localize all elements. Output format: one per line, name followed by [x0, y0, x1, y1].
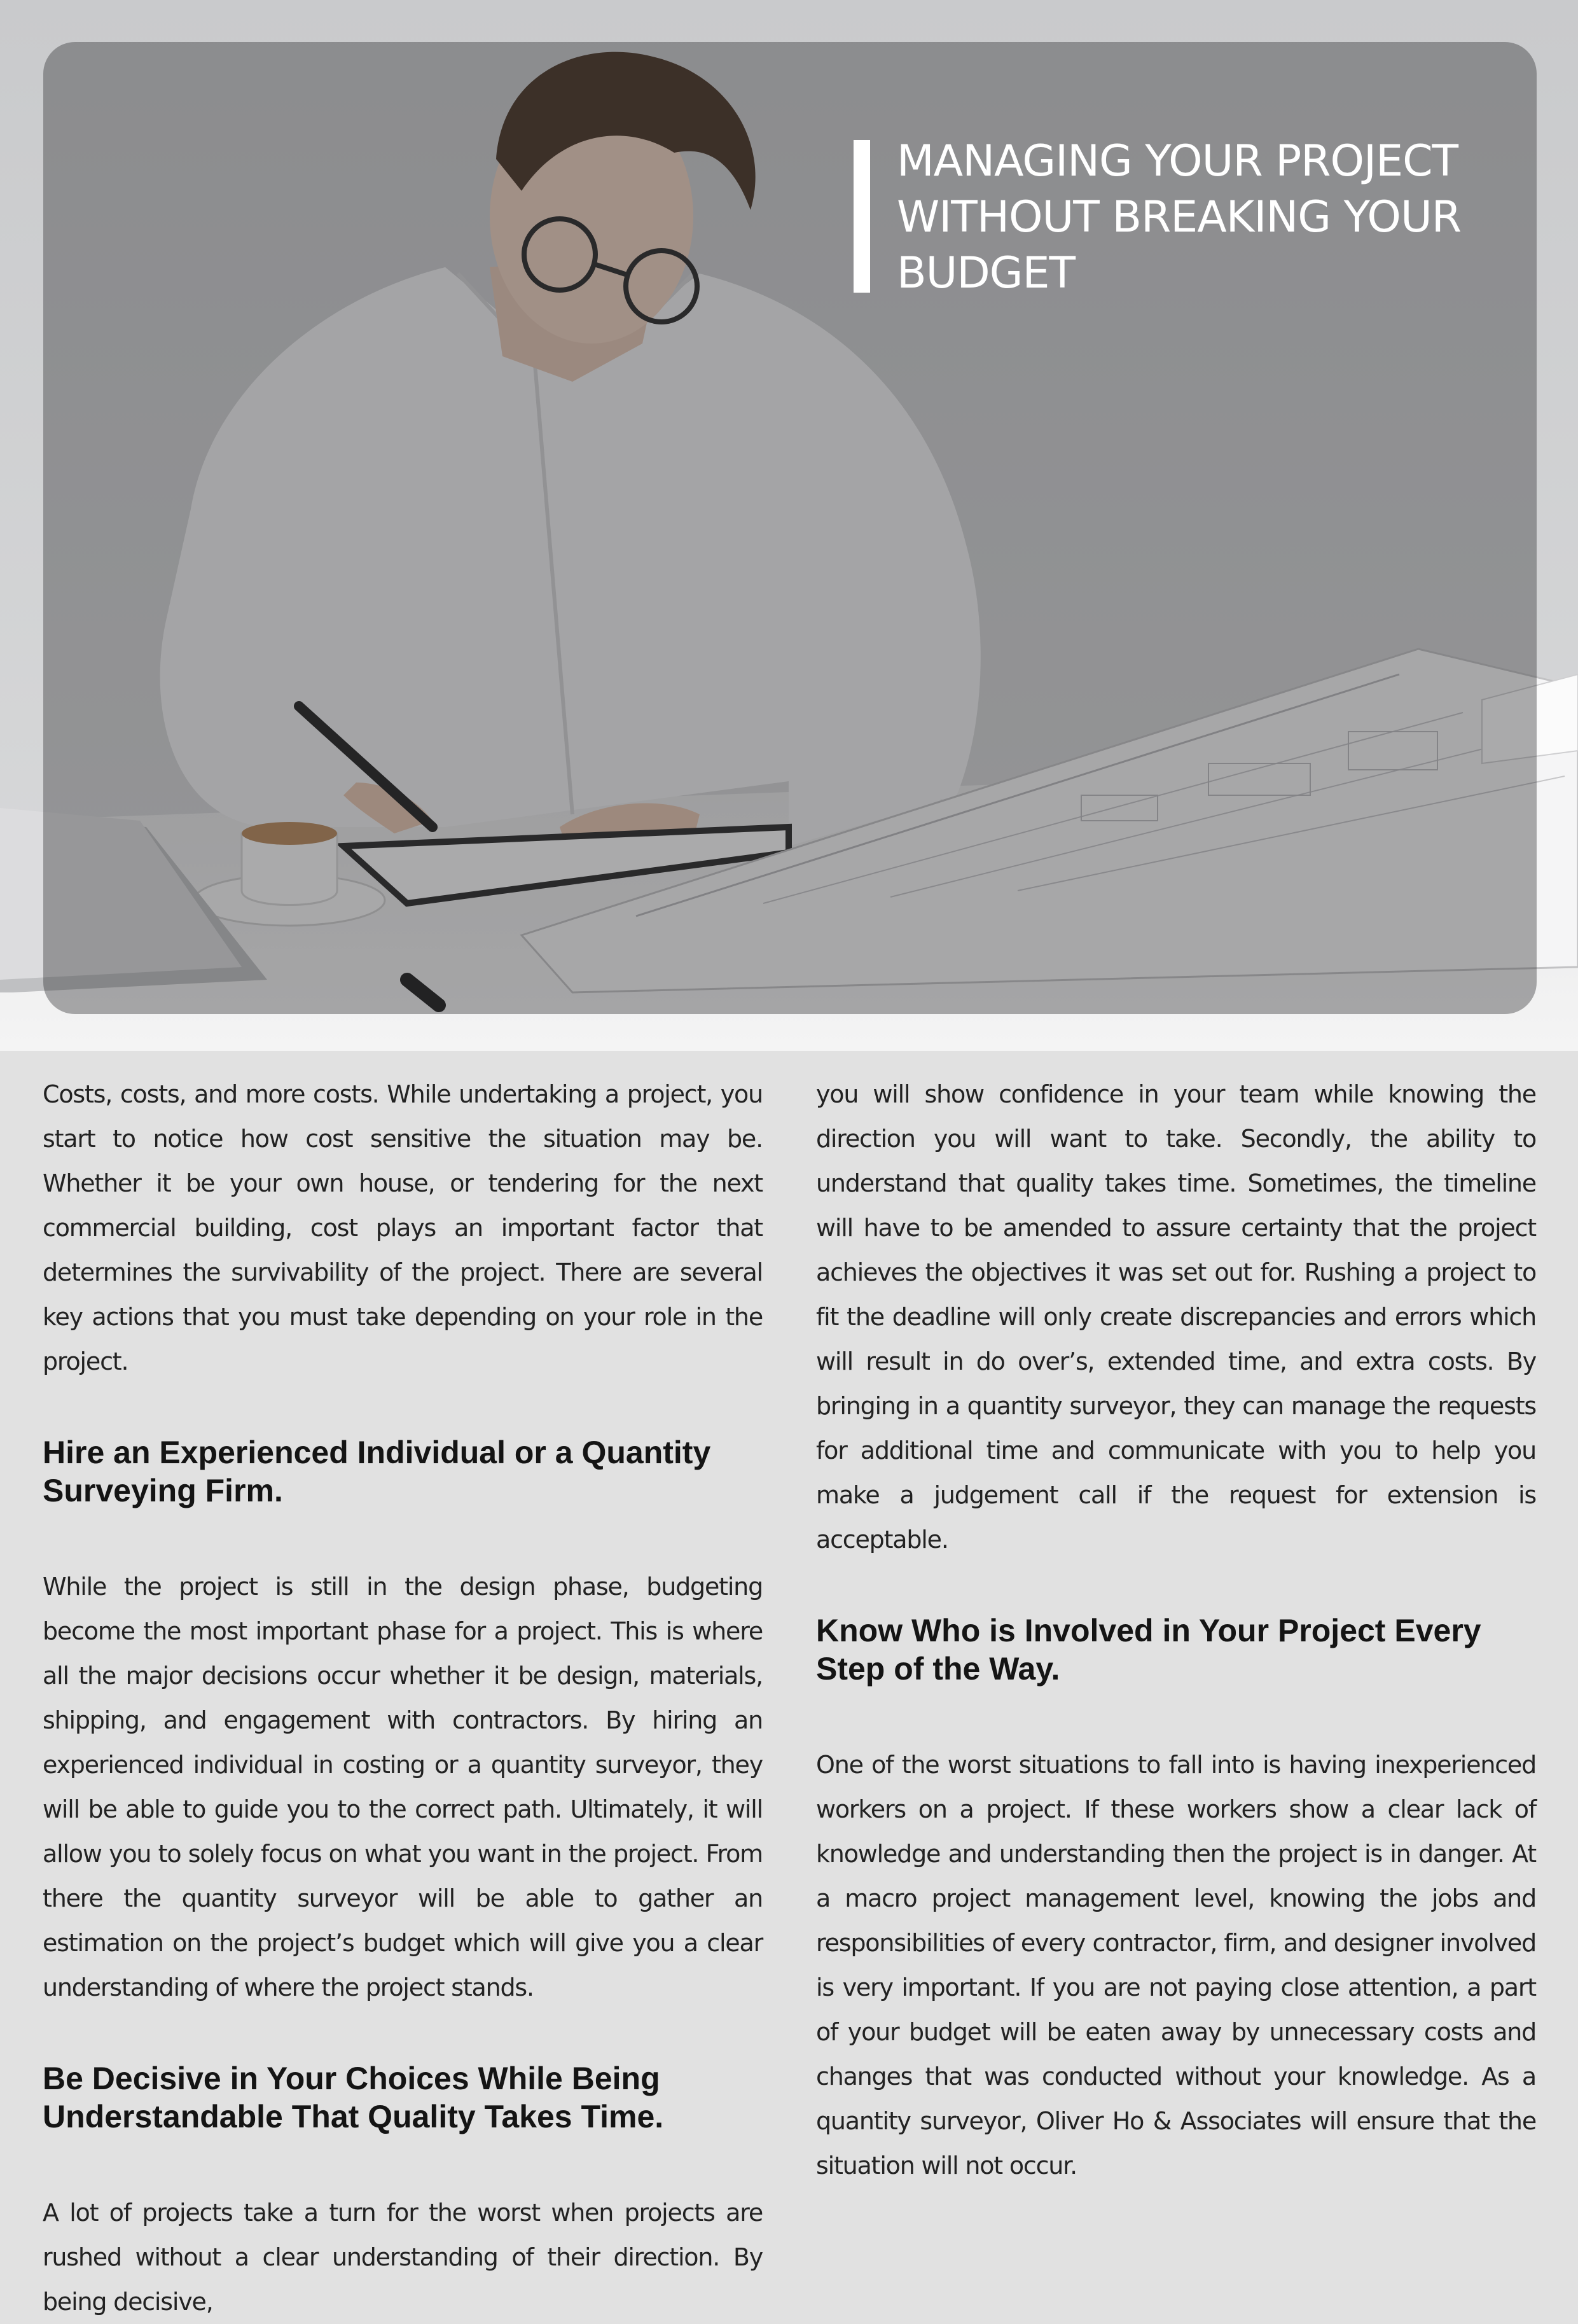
title-line: WITHOUT BREAKING YOUR	[897, 192, 1461, 242]
title-accent-bar	[854, 140, 870, 293]
intro-paragraph: Costs, costs, and more costs. While undertaking a project, you start to notice how cost sensitive the situation may be. Whether it be your own house, or tendering for the next commercial building, cost plays an important factor that determines the survivability of the project. There are several key actions that you must take depending on your role in the project.	[43, 1080, 763, 1375]
page-title	[897, 134, 1533, 302]
section-body-decisive-start: A lot of projects take a turn for the worst when projects are rushed without a clear understanding of their direction. By being decisive,	[43, 2199, 763, 2316]
section-body-decisive-continued: you will show confidence in your team while knowing the direction you will want to take. Secondly, the ability to understand that quality takes time. Sometimes, the timeline will have to be amended to assure certainty that the project achieves the objectives it was set out for. Rushing a project to fit the deadline will only create discrepancies and errors which will result in do over’s, extended time, and extra costs. By bringing in a quantity surveyor, they can manage the requests for additional time and communicate with you to help you make a judgement call if the request for extension is acceptable.	[816, 1080, 1536, 1554]
section-heading-involved: Know Who is Involved in Your Project Every Step of the Way.	[816, 1613, 1481, 1687]
title-line: BUDGET	[897, 248, 1075, 298]
hero-banner	[0, 0, 1578, 1051]
section-heading-hire: Hire an Experienced Individual or a Quantity Surveying Firm.	[43, 1435, 711, 1508]
title-line: MANAGING YOUR PROJECT	[897, 136, 1458, 186]
left-column	[43, 1072, 763, 2324]
section-body-involved: One of the worst situations to fall into is having inexperienced workers on a project. If these workers show a clear lack of knowledge and understanding then the project is in danger. At a macro project management level, knowing the jobs and responsibilities of every contractor, firm, and designer involved is very important. If you are not paying close attention, a part of your budget will be eaten away by unnecessary costs and changes that was conducted without your knowledge. As a quantity surveyor, Oliver Ho & Associates will ensure that the situation will not occur.	[816, 1751, 1536, 2180]
section-heading-decisive: Be Decisive in Your Choices While Being Understandable That Quality Takes Time.	[43, 2061, 664, 2134]
section-body-hire: While the project is still in the design phase, budgeting become the most important phase for a project. This is where all the major decisions occur whether it be design, materials, shipping, and engagement with contractors. By hiring an experienced individual in costing or a quantity surveyor, they will be able to guide you to the correct path. Ultimately, it will allow you to solely focus on what you want in the project. From there the quantity surveyor will be able to gather an estimation on the project’s budget which will give you a clear understanding of where the project stands.	[43, 1573, 763, 2001]
right-column	[816, 1072, 1536, 2188]
